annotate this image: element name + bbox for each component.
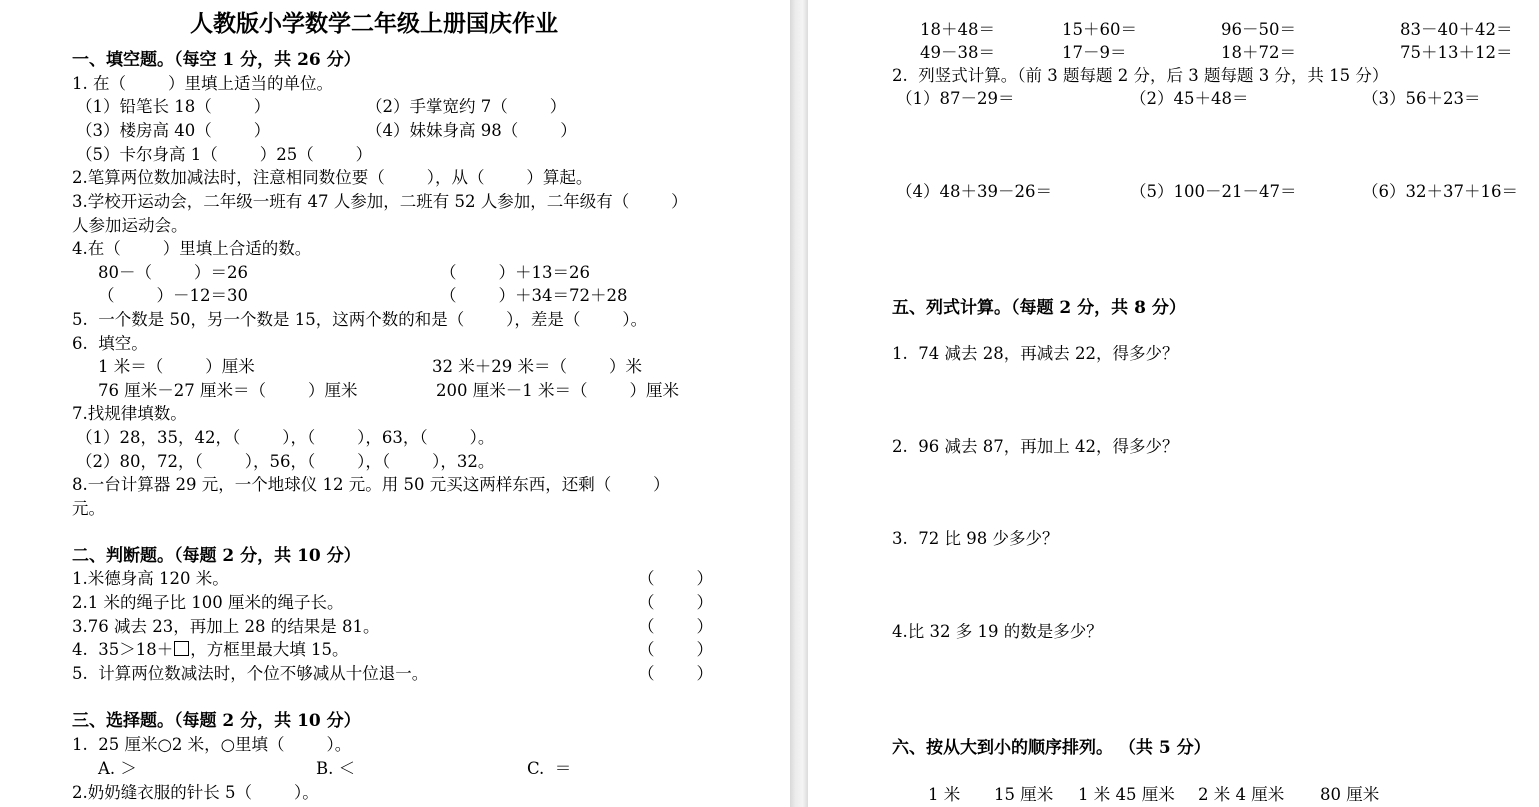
- s2-item-4-pre: 4. 35＞18＋: [72, 640, 174, 659]
- s1-q1-1: （1）铅笔长 18（ ）: [76, 97, 271, 116]
- s6-item-4: 2 米 4 厘米: [1198, 785, 1285, 804]
- s2-item-1: 1.米德身高 120 米。: [72, 569, 229, 588]
- vertical-calc-2: （2）45＋48＝: [1130, 89, 1249, 108]
- vertical-calc-4: （4）48＋39－26＝: [896, 182, 1052, 201]
- s2-item-4-post: ，方框里最大填 15。: [190, 640, 349, 659]
- calc-r1-3: 96－50＝: [1221, 20, 1296, 39]
- s1-q6-a: 1 米＝（ ）厘米: [98, 357, 255, 376]
- calc-r2-4: 75＋13＋12＝: [1400, 43, 1513, 62]
- s2-item-1-paren: （ ）: [638, 569, 713, 588]
- s1-q8-line2: 元。: [72, 499, 105, 518]
- s2-item-3: 3.76 减去 23，再加上 28 的结果是 81。: [72, 617, 380, 636]
- s2-item-3-paren: （ ）: [638, 617, 713, 636]
- s1-q7-2: （2）80，72，（ ），56，（ ），（ ），32。: [76, 452, 495, 471]
- s3-q1-option-b: B. ＜: [316, 759, 356, 778]
- s5-item-4: 4.比 32 多 19 的数是多少？: [892, 622, 1103, 641]
- calc-r2-3: 18＋72＝: [1221, 43, 1296, 62]
- s5-item-1: 1. 74 减去 28，再减去 22，得多少？: [892, 344, 1179, 363]
- s6-item-1: 1 米: [928, 785, 961, 804]
- document-title: 人教版小学数学二年级上册国庆作业: [190, 10, 558, 37]
- blank-box: [174, 641, 189, 656]
- s6-item-5: 80 厘米: [1320, 785, 1380, 804]
- s5-item-3: 3. 72 比 98 少多少？: [892, 529, 1059, 548]
- section1-heading: 一、填空题。（每空 1 分，共 26 分）: [72, 50, 361, 70]
- vertical-calc-5: （5）100－21－47＝: [1130, 182, 1297, 201]
- s1-q2: 2.笔算两位数加减法时，注意相同数位要（ ），从（ ）算起。: [72, 168, 593, 187]
- s5-item-2: 2. 96 减去 87，再加上 42，得多少？: [892, 437, 1179, 456]
- s6-item-2: 15 厘米: [994, 785, 1054, 804]
- s3-q1-option-a: A. ＞: [98, 759, 137, 778]
- s1-q4-b: （ ）＋13＝26: [440, 263, 590, 282]
- s1-q1-3: （3）楼房高 40（ ）: [76, 121, 271, 140]
- s2-item-5: 5. 计算两位数减法时，个位不够减从十位退一。: [72, 664, 429, 683]
- s1-q1-4: （4）妹妹身高 98（ ）: [366, 121, 577, 140]
- s1-q1-2: （2）手掌宽约 7（ ）: [366, 97, 567, 116]
- calc-r1-4: 83－40＋42＝: [1400, 20, 1513, 39]
- calc-r2-2: 17－9＝: [1062, 43, 1127, 62]
- section2-heading: 二、判断题。（每题 2 分，共 10 分）: [72, 546, 361, 566]
- s3-q2: 2.奶奶缝衣服的针长 5（ ）。: [72, 783, 319, 802]
- s1-q3-line2: 人参加运动会。: [72, 216, 188, 235]
- vertical-calc-heading: 2. 列竖式计算。（前 3 题每题 2 分，后 3 题每题 3 分，共 15 分）: [892, 66, 1389, 85]
- s2-item-5-paren: （ ）: [638, 664, 713, 683]
- page-gutter: [790, 0, 808, 807]
- s3-q1-option-c: C. ＝: [527, 759, 572, 778]
- s1-q7-1: （1）28，35，42，（ ），（ ），63，（ ）。: [76, 428, 495, 447]
- s1-q3-line1: 3.学校开运动会，二年级一班有 47 人参加，二班有 52 人参加，二年级有（ ）: [72, 192, 688, 211]
- s2-item-2: 2.1 米的绳子比 100 厘米的绳子长。: [72, 593, 344, 612]
- s1-q4-a: 80－（ ）＝26: [98, 263, 248, 282]
- section6-heading: 六、按从大到小的顺序排列。 （共 5 分）: [892, 738, 1211, 758]
- vertical-calc-1: （1）87－29＝: [896, 89, 1015, 108]
- calc-r2-1: 49－38＝: [920, 43, 995, 62]
- s1-q4-d: （ ）＋34＝72＋28: [440, 286, 628, 305]
- s1-q4: 4.在（ ）里填上合适的数。: [72, 239, 312, 258]
- s1-q6-d: 200 厘米－1 米＝（ ）厘米: [436, 381, 679, 400]
- s1-q6-c: 76 厘米－27 厘米＝（ ）厘米: [98, 381, 358, 400]
- s2-item-2-paren: （ ）: [638, 593, 713, 612]
- section5-heading: 五、列式计算。（每题 2 分，共 8 分）: [892, 298, 1186, 318]
- calc-r1-2: 15＋60＝: [1062, 20, 1137, 39]
- calc-r1-1: 18＋48＝: [920, 20, 995, 39]
- s1-q6-b: 32 米＋29 米＝（ ）米: [432, 357, 642, 376]
- s1-q4-c: （ ）－12＝30: [98, 286, 248, 305]
- s1-q7: 7.找规律填数。: [72, 404, 187, 423]
- s1-q1: 1. 在（ ）里填上适当的单位。: [72, 74, 333, 93]
- vertical-calc-6: （6）32＋37＋16＝: [1362, 182, 1518, 201]
- s6-item-3: 1 米 45 厘米: [1078, 785, 1175, 804]
- s3-q1: 1. 25 厘米○2 米，○里填（ ）。: [72, 735, 352, 754]
- s2-item-4-paren: （ ）: [638, 640, 713, 659]
- s1-q1-5: （5）卡尔身高 1（ ）25（ ）: [76, 145, 373, 164]
- right-page: [808, 0, 1539, 807]
- s1-q8-line1: 8.一台计算器 29 元，一个地球仪 12 元。用 50 元买这两样东西，还剩（ ）: [72, 475, 670, 494]
- s2-item-4: [72, 640, 348, 660]
- vertical-calc-3: （3）56＋23＝: [1362, 89, 1481, 108]
- section3-heading: 三、选择题。（每题 2 分，共 10 分）: [72, 711, 361, 731]
- s1-q5: 5. 一个数是 50，另一个数是 15，这两个数的和是（ ），差是（ ）。: [72, 310, 648, 329]
- s1-q6: 6. 填空。: [72, 334, 148, 353]
